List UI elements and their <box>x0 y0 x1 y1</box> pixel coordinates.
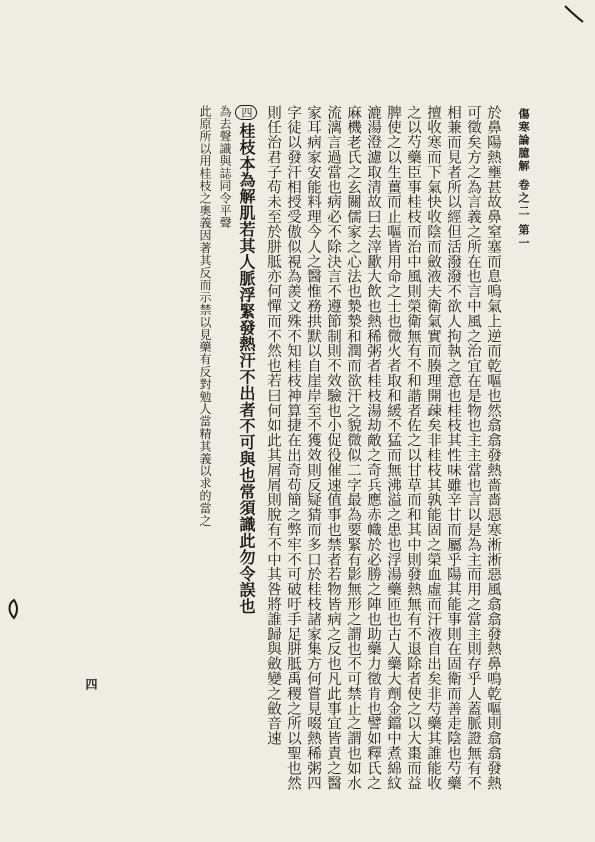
running-title: 傷寒論臆解 卷之二 第一 <box>517 108 530 250</box>
corner-scan-mark-icon <box>563 4 585 26</box>
body-text <box>73 105 503 795</box>
note-heading-line <box>235 105 257 795</box>
note-block <box>195 105 257 795</box>
page-number: 四 <box>84 678 98 690</box>
margin-scan-mark-icon <box>6 598 22 620</box>
note-number-badge: 四 <box>235 105 257 120</box>
note-line-2: 此原所以用桂枝之奧義因著其反而示禁以見藥有反對勉人當精其義以求的當之 <box>198 105 212 527</box>
commentary-paragraph: 於鼻陽熱壅甚故鼻窒塞而息鳴氣上逆而乾嘔也然翕翕發熱嗇嗇惡寒淅淅惡風翕翕發熱鼻鳴乾嘔則翕翕發熱可徵矣方之為言義之所在也言中風之治宜在是物也主主當也言以是為主而用之當主則存乎人蓋脈證無有不相兼而見者所以經但活潑潑不欲人拘執之意也桂枝其性味雖辛甘而屬乎陽其能事則在固衛而善走陰也芍藥擅收寒而下氣快收陰而斂液夫衛氣實而腠理開疎矣非桂枝其孰能固之榮血虛而汗液自出矣非芍藥其誰能收之以芍藥臣事桂枝而治中風則榮衛無有不和諧者佐之以甘草而和其中則發熱無有不退除者使之以大棗而益脾使之以生薑而止嘔皆用命之士也微火者取和緩不猛而無沸溢之患也浮湯藥匝也古人藥大劑金鐺中煮綿紋漉湯澄濾取清故曰去滓歠大飲也熱稀粥者桂枝湯劫敵之奇兵應赤幟於必勝之陣也助藥力徵肯也譬如釋氏之麻機老氏之玄關儒家之心法也漐漐和潤而欲汗之貌微似二字最為要緊有影無形之謂也不可禁止之謂也如水流漓言過當也病必不除決言不遵節制則不效驗也小促役催速值事也禁者若物皆病之反也凡此事宜皆責之醫家耳病家安能料理今人之醫惟務拱默以自崖岸至不獲效則反疑猜而多口於桂枝諸家集方何嘗見啜熱稀粥四字徒以發汗相授受傲似視為羨文殊不知桂枝神算捷在出奇苟簡之弊牢不可破吁手足胼胝禹稷之所以聖也然則任治君子苟未至於胼胝亦何憚而不然也若曰何如此其屑屑則脫有不中其咎將誰歸與斂變之斂音速 <box>265 105 501 791</box>
note-line-1: 為去聲識與誌同令平聲 <box>218 105 232 229</box>
note-heading: 桂枝本為解肌若其人脈浮緊發熱汗不出者不可與也常須識此勿令誤也 <box>237 122 256 615</box>
